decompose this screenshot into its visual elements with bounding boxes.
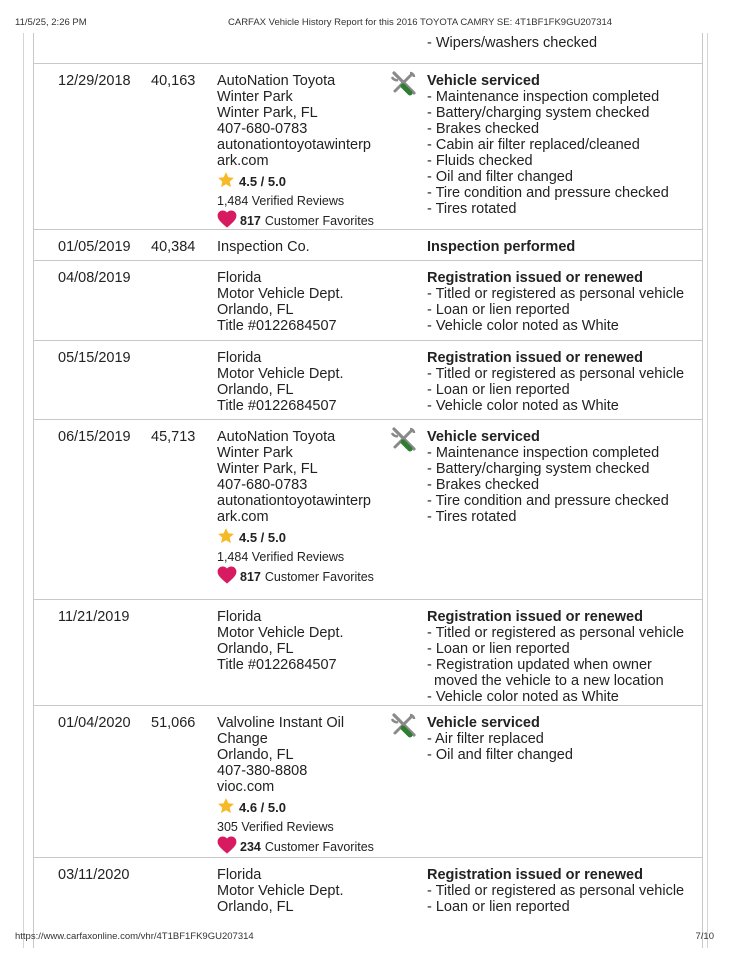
verified-reviews-link[interactable]: 1,484 Verified Reviews	[217, 550, 345, 564]
source-line[interactable]: vioc.com	[217, 779, 275, 795]
source-line: Orlando, FL	[217, 382, 294, 398]
favorites-count: 817	[240, 570, 261, 584]
dealer-rating	[217, 173, 392, 191]
detail-item: - Tire condition and pressure checked	[427, 493, 669, 509]
source-line: AutoNation Toyota	[217, 73, 336, 89]
source-line: Florida	[217, 609, 262, 625]
source-line: 407-380-8808	[217, 763, 308, 779]
heart-icon	[217, 566, 237, 588]
detail-item: - Maintenance inspection completed	[427, 445, 660, 461]
star-icon	[217, 797, 235, 819]
detail-title: Vehicle serviced	[427, 715, 540, 731]
favorites-label: Customer Favorites	[264, 214, 374, 228]
print-header	[0, 17, 742, 31]
detail-title: Inspection performed	[427, 239, 576, 255]
favorites-count: 234	[240, 840, 261, 854]
heart-icon	[217, 836, 237, 858]
source-line: Motor Vehicle Dept.	[217, 883, 344, 899]
detail-item: - Loan or lien reported	[427, 382, 570, 398]
record-source	[217, 270, 392, 334]
detail-item: - Oil and filter changed	[427, 169, 573, 185]
record-details	[427, 867, 707, 915]
detail-title: Registration issued or renewed	[427, 609, 643, 625]
detail-item: - Titled or registered as personal vehicle	[427, 625, 685, 641]
record-source	[217, 609, 392, 673]
detail-item: - Vehicle color noted as White	[427, 398, 619, 414]
detail-item: - Vehicle color noted as White	[427, 318, 619, 334]
source-line: Title #0122684507	[217, 318, 337, 334]
table-row	[34, 63, 702, 228]
table-row	[34, 340, 702, 414]
detail-item: moved the vehicle to a new location	[434, 673, 664, 689]
record-details	[427, 239, 707, 255]
continued-detail-item: - Wipers/washers checked	[427, 35, 598, 51]
source-line: Title #0122684507	[217, 398, 337, 414]
detail-item: - Tire condition and pressure checked	[427, 185, 669, 201]
detail-item: - Tires rotated	[427, 201, 517, 217]
detail-item: - Cabin air filter replaced/cleaned	[427, 137, 640, 153]
rating-value: 4.6 / 5.0	[239, 800, 286, 815]
source-line: Orlando, FL	[217, 302, 294, 318]
star-icon	[217, 527, 235, 549]
detail-item: - Vehicle color noted as White	[427, 689, 619, 705]
favorites-label: Customer Favorites	[264, 840, 374, 854]
detail-item: - Loan or lien reported	[427, 302, 570, 318]
record-odometer: 40,163	[151, 73, 196, 89]
source-line: Valvoline Instant Oil	[217, 715, 345, 731]
record-details	[427, 715, 707, 763]
detail-title: Registration issued or renewed	[427, 350, 643, 366]
print-title: CARFAX Vehicle History Report for this 2016 TOYOTA CAMRY SE: 4T1BF1FK9GU207314	[228, 17, 613, 28]
record-date: 12/29/2018	[58, 73, 131, 89]
table-row	[34, 857, 702, 915]
record-details	[427, 429, 707, 525]
record-details	[427, 350, 707, 414]
record-date: 01/05/2019	[58, 239, 131, 255]
source-line: Winter Park, FL	[217, 105, 318, 121]
source-line: Orlando, FL	[217, 747, 294, 763]
verified-reviews-link[interactable]: 305 Verified Reviews	[217, 820, 334, 834]
service-tools-icon	[390, 71, 416, 97]
record-source	[217, 429, 392, 586]
record-date: 11/21/2019	[58, 609, 130, 625]
source-line: Change	[217, 731, 268, 747]
table-row	[34, 229, 702, 255]
record-source	[217, 715, 392, 856]
detail-item: - Battery/charging system checked	[427, 105, 650, 121]
record-odometer: 51,066	[151, 715, 196, 731]
service-tools-icon	[390, 427, 416, 453]
customer-favorites	[217, 838, 392, 856]
detail-item: - Titled or registered as personal vehicle	[427, 286, 685, 302]
detail-item: - Oil and filter changed	[427, 747, 573, 763]
detail-item: - Maintenance inspection completed	[427, 89, 660, 105]
source-line: Orlando, FL	[217, 899, 294, 915]
customer-favorites	[217, 212, 392, 230]
favorites-label: Customer Favorites	[264, 570, 374, 584]
page-number: 7/10	[695, 931, 714, 942]
dealer-rating	[217, 799, 392, 817]
detail-title: Registration issued or renewed	[427, 270, 643, 286]
table-row	[34, 705, 702, 854]
detail-item: - Brakes checked	[427, 477, 540, 493]
record-date: 06/15/2019	[58, 429, 131, 445]
detail-item: - Loan or lien reported	[427, 899, 570, 915]
detail-title: Vehicle serviced	[427, 429, 540, 445]
detail-title: Registration issued or renewed	[427, 867, 643, 883]
detail-item: - Registration updated when owner	[427, 657, 652, 673]
table-row	[34, 260, 702, 334]
star-icon	[217, 171, 235, 193]
source-line: Florida	[217, 350, 262, 366]
dealer-rating	[217, 529, 392, 547]
rating-value: 4.5 / 5.0	[239, 174, 286, 189]
record-details	[427, 73, 707, 217]
source-line: Inspection Co.	[217, 239, 310, 255]
source-line: autonationtoyotawinterp	[217, 137, 371, 153]
record-date: 01/04/2020	[58, 715, 131, 731]
detail-item: - Brakes checked	[427, 121, 540, 137]
source-line: 407-680-0783	[217, 477, 308, 493]
record-source	[217, 350, 392, 414]
record-date: 03/11/2020	[58, 867, 130, 883]
source-line: 407-680-0783	[217, 121, 308, 137]
verified-reviews-link[interactable]: 1,484 Verified Reviews	[217, 194, 345, 208]
print-url: https://www.carfaxonline.com/vhr/4T1BF1FK9GU207314	[15, 931, 254, 942]
source-line: Florida	[217, 270, 262, 286]
detail-item: - Loan or lien reported	[427, 641, 570, 657]
source-line: Orlando, FL	[217, 641, 294, 657]
record-source	[217, 867, 392, 915]
detail-item: - Titled or registered as personal vehicle	[427, 883, 685, 899]
source-line: Motor Vehicle Dept.	[217, 625, 344, 641]
history-table	[33, 33, 703, 948]
source-line: autonationtoyotawinterp	[217, 493, 371, 509]
source-line: Winter Park	[217, 89, 293, 105]
source-line: Motor Vehicle Dept.	[217, 286, 344, 302]
source-line[interactable]: ark.com	[217, 509, 269, 525]
customer-favorites	[217, 568, 392, 586]
record-odometer: 40,384	[151, 239, 196, 255]
page-border-right	[707, 33, 708, 948]
service-tools-icon	[390, 713, 416, 739]
detail-title: Vehicle serviced	[427, 73, 540, 89]
rating-value: 4.5 / 5.0	[239, 530, 286, 545]
favorites-count: 817	[240, 214, 261, 228]
source-line: Florida	[217, 867, 262, 883]
record-date: 04/08/2019	[58, 270, 131, 286]
detail-item: - Battery/charging system checked	[427, 461, 650, 477]
record-odometer: 45,713	[151, 429, 196, 445]
source-line: Winter Park	[217, 445, 293, 461]
source-line: Winter Park, FL	[217, 461, 318, 477]
record-details	[427, 270, 707, 334]
source-line: AutoNation Toyota	[217, 429, 336, 445]
table-row	[34, 419, 702, 584]
record-source	[217, 239, 392, 255]
print-timestamp: 11/5/25, 2:26 PM	[15, 17, 87, 28]
record-source	[217, 73, 392, 230]
source-line[interactable]: ark.com	[217, 153, 269, 169]
table-row	[34, 599, 702, 705]
source-line: Title #0122684507	[217, 657, 337, 673]
source-line: Motor Vehicle Dept.	[217, 366, 344, 382]
record-date: 05/15/2019	[58, 350, 131, 366]
page-border-left	[23, 33, 24, 948]
detail-item: - Tires rotated	[427, 509, 517, 525]
detail-item: - Titled or registered as personal vehicle	[427, 366, 685, 382]
record-details	[427, 609, 707, 705]
detail-item: - Air filter replaced	[427, 731, 544, 747]
detail-item: - Fluids checked	[427, 153, 533, 169]
